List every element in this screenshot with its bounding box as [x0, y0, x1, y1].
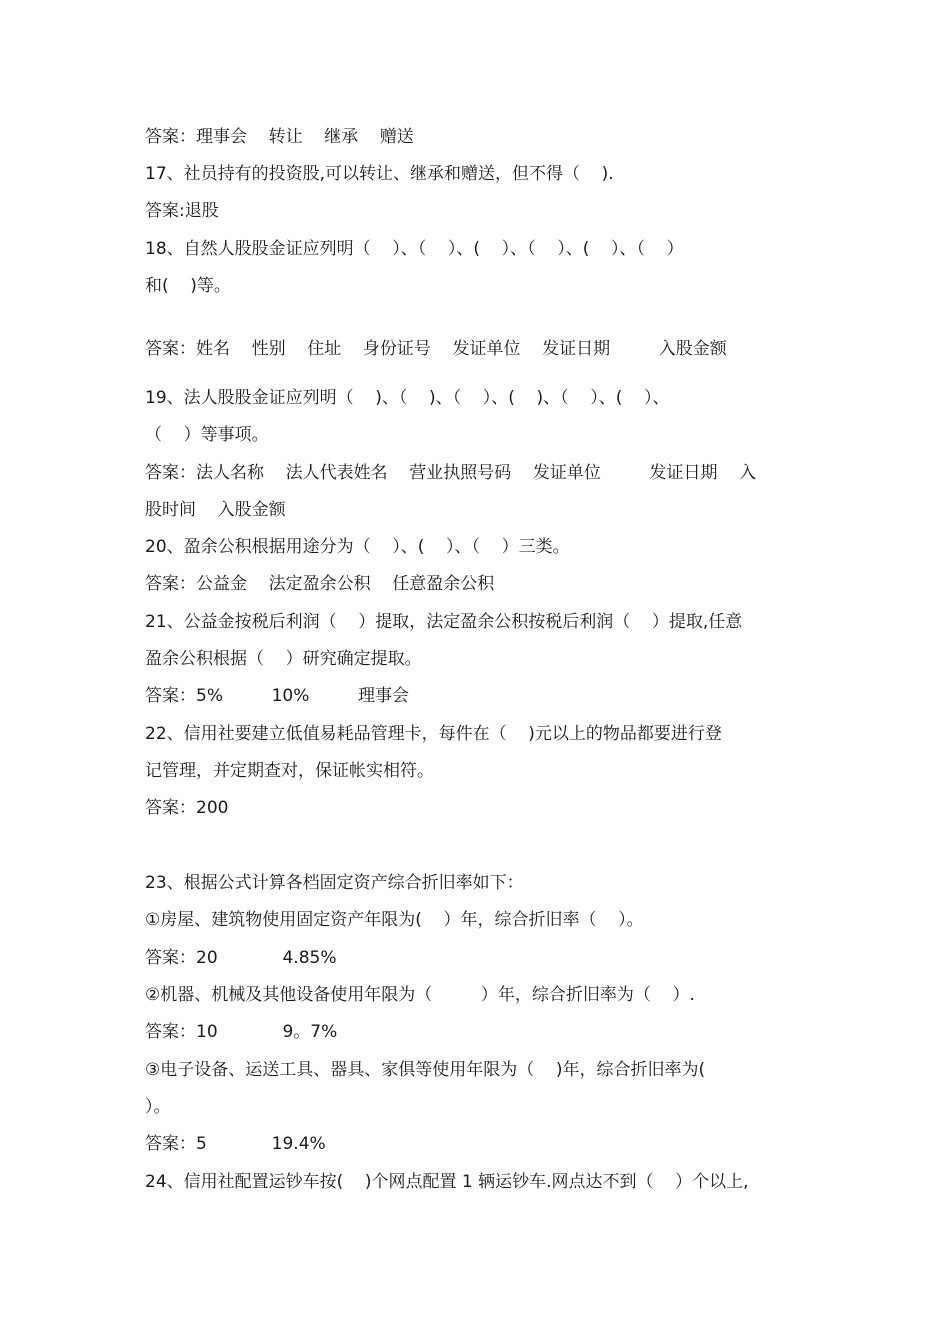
answer-line: 答案：公益金 法定盈余公积 任意盈余公积	[145, 574, 495, 594]
question-21-continued: 盈余公积根据（ ）研究确定提取。	[145, 649, 422, 669]
answer-line: 答案：200	[145, 798, 229, 818]
question-17: 17、社员持有的投资股,可以转让、继承和赠送，但不得（ ).	[145, 164, 614, 184]
answer-line: 答案：法人名称 法人代表姓名 营业执照号码 发证单位 发证日期 入	[145, 463, 757, 483]
question-23-item-1: ①房屋、建筑物使用固定资产年限为( ）年，综合折旧率（ ）。	[145, 910, 644, 930]
answer-line: 答案：10 9。7%	[145, 1022, 338, 1042]
question-20: 20、盈余公积根据用途分为（ ）、( ）、（ ）三类。	[145, 537, 570, 557]
answer-line-continued: 股时间 入股金额	[145, 500, 286, 520]
question-22-continued: 记管理，并定期查对，保证帐实相符。	[145, 761, 434, 781]
question-23: 23、根据公式计算各档固定资产综合折旧率如下：	[145, 873, 524, 893]
question-19: 19、法人股股金证应列明（ )、（ )、（ ）、( )、（ ）、( ）、	[145, 388, 670, 408]
question-21: 21、公益金按税后利润（ ）提取，法定盈余公积按税后利润（ ）提取,任意	[145, 612, 743, 632]
question-22: 22、信用社要建立低值易耗品管理卡，每件在（ )元以上的物品都要进行登	[145, 724, 722, 744]
answer-line: 答案：5 19.4%	[145, 1134, 326, 1154]
question-18-continued: 和( )等。	[145, 276, 231, 296]
answer-line: 答案：姓名 性别 住址 身份证号 发证单位 发证日期 入股金额	[145, 339, 727, 359]
answer-line: 答案：5% 10% 理事会	[145, 686, 410, 706]
question-24: 24、信用社配置运钞车按( )个网点配置 1 辆运钞车.网点达不到（ ）个以上,	[145, 1172, 749, 1192]
question-19-continued: （ ）等事项。	[145, 425, 269, 445]
question-23-item-2: ②机器、机械及其他设备使用年限为（ ）年，综合折旧率为（ ）.	[145, 985, 695, 1005]
answer-line: 答案：20 4.85%	[145, 948, 337, 968]
question-23-item-3-continued: ）。	[145, 1097, 171, 1117]
question-18: 18、自然人股股金证应列明（ ）、（ ）、( ）、（ ）、( ）、（ ）	[145, 239, 684, 259]
answer-line: 答案：理事会 转让 继承 赠送	[145, 127, 414, 147]
question-23-item-3: ③电子设备、运送工具、器具、家俱等使用年限为（ )年，综合折旧率为(	[145, 1060, 706, 1080]
answer-line: 答案:退股	[145, 201, 219, 221]
